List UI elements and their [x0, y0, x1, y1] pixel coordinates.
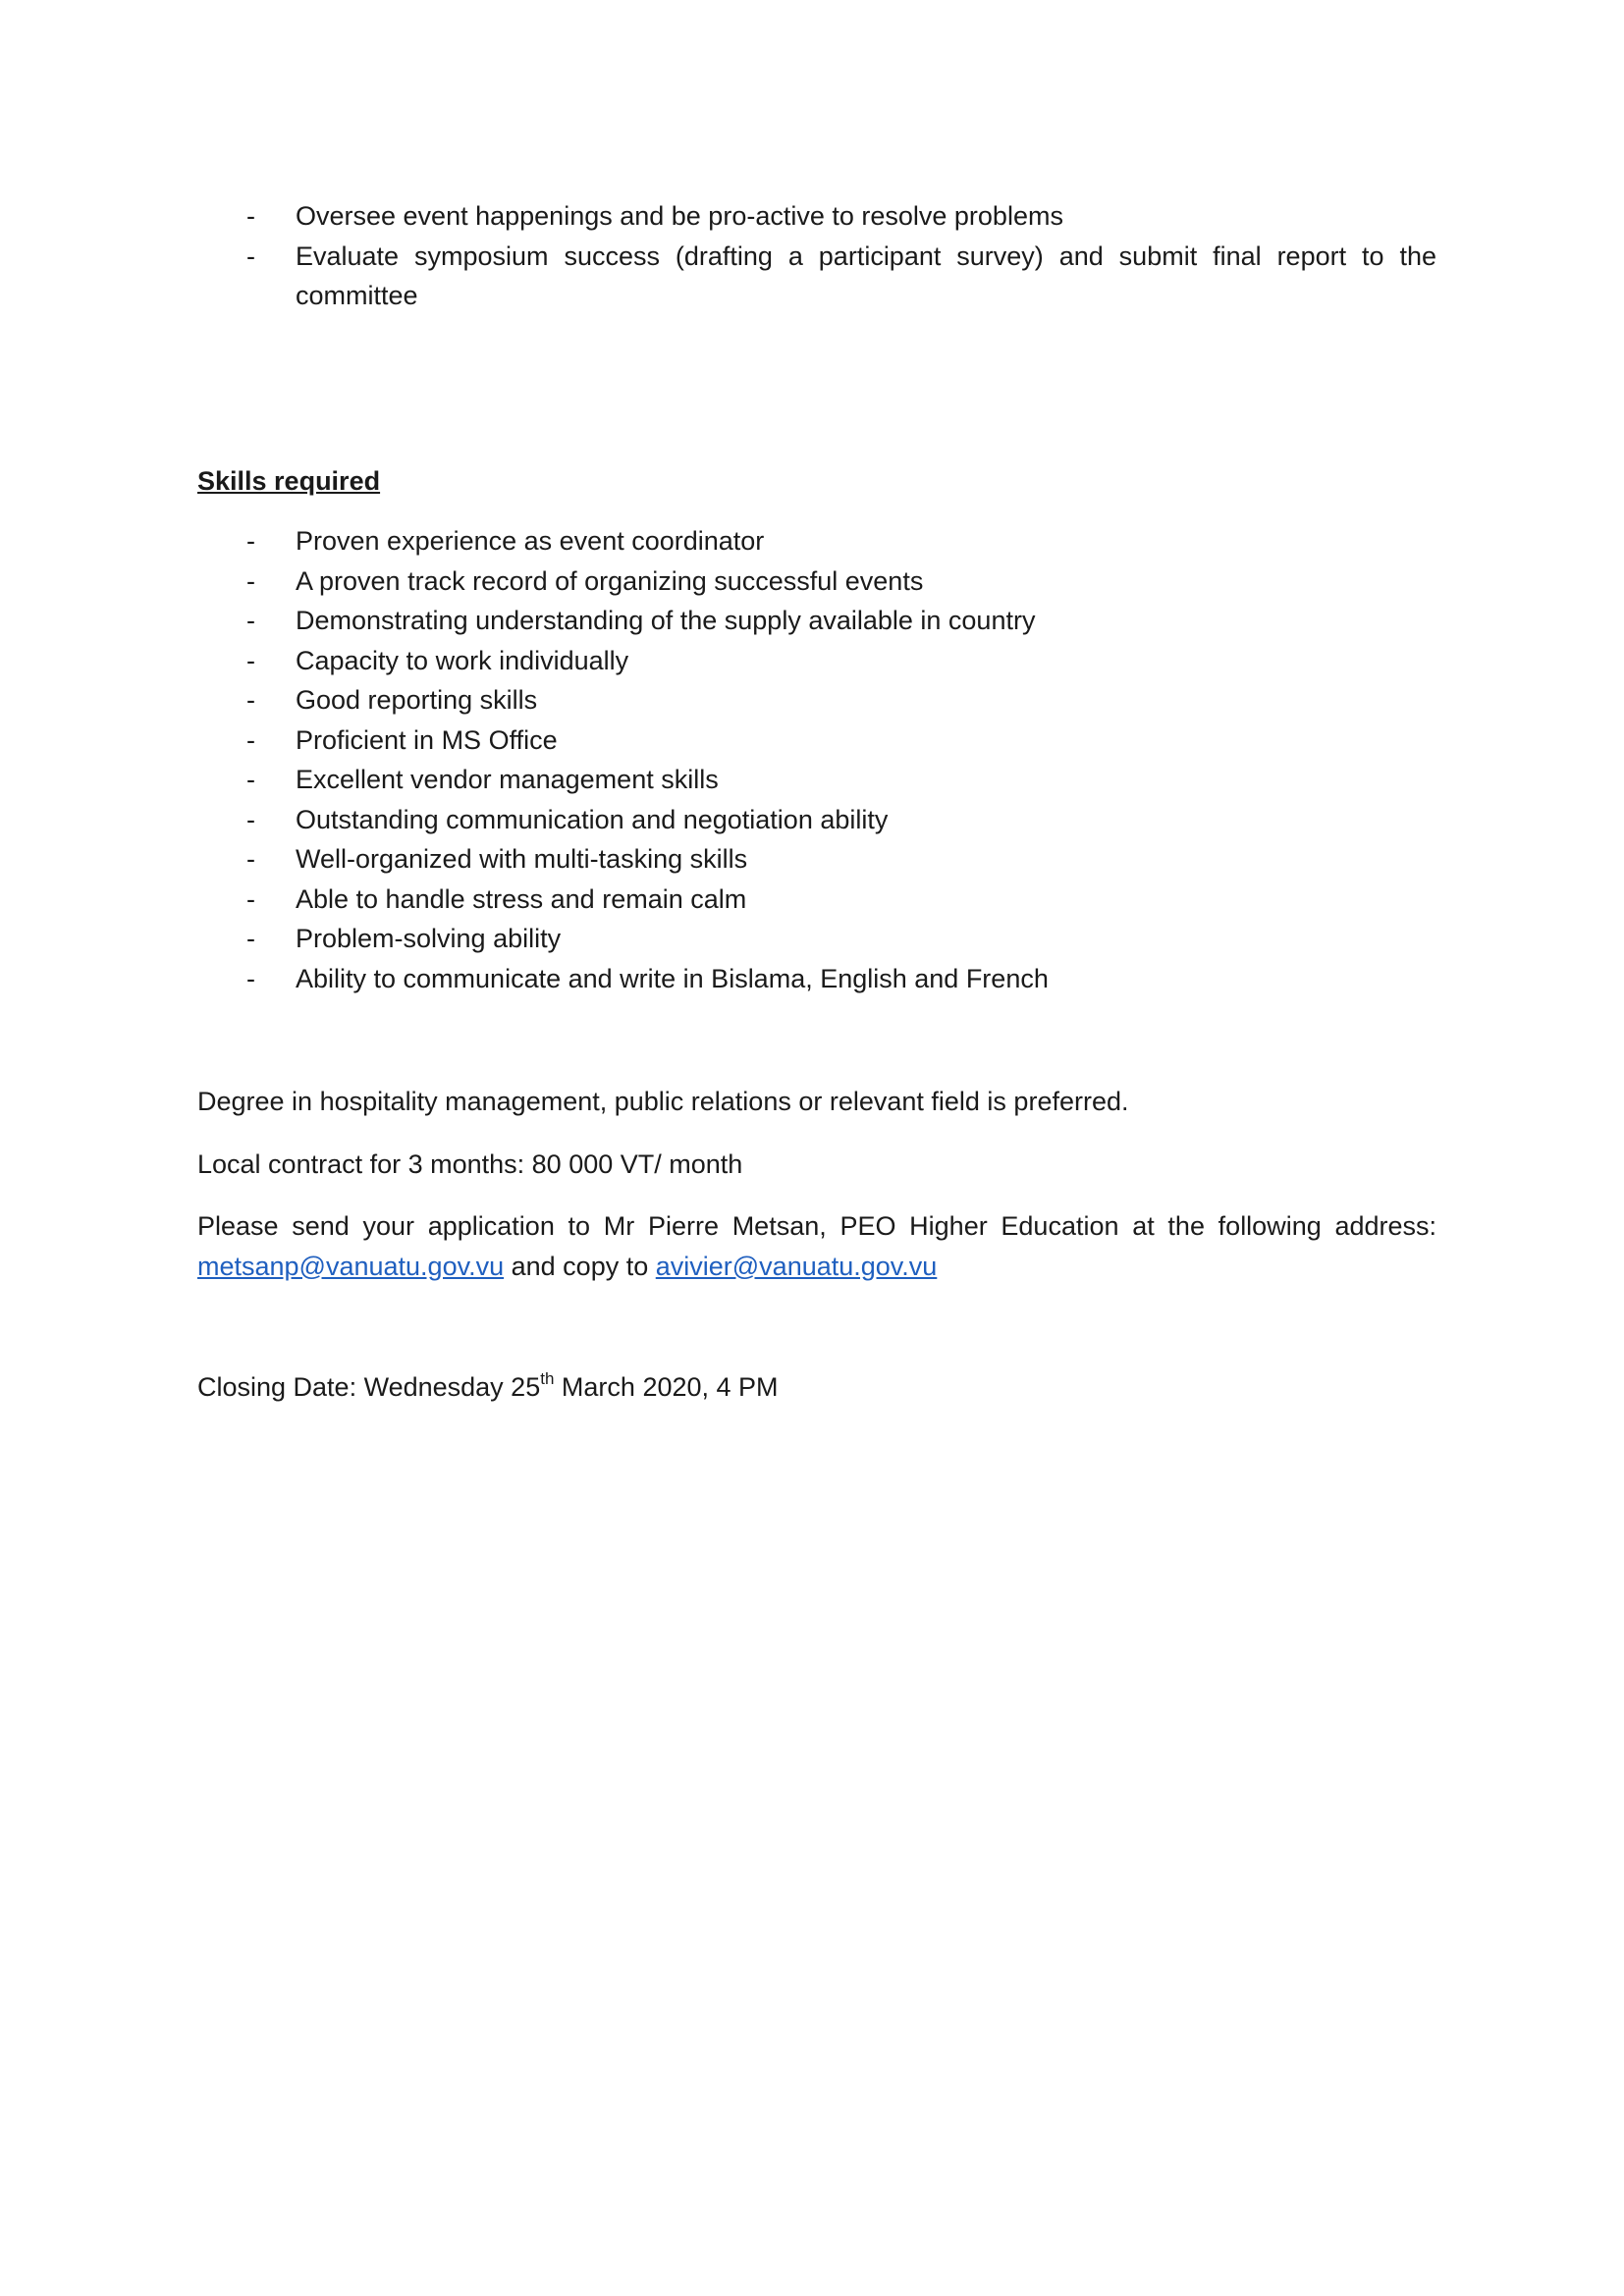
list-item: [197, 839, 1436, 880]
bullet-dash: -: [246, 924, 255, 953]
bullet-dash: -: [246, 804, 255, 834]
list-item: [197, 721, 1436, 761]
list-item-text: Able to handle stress and remain calm: [296, 883, 747, 914]
closing-date-ordinal: th: [540, 1369, 555, 1388]
copy-to-text: and copy to: [511, 1251, 649, 1281]
list-item: [197, 959, 1436, 999]
list-item-text: Well-organized with multi-tasking skills: [296, 844, 748, 874]
skills-list: [197, 521, 1436, 998]
list-item-text: Good reporting skills: [296, 685, 538, 715]
application-paragraph: [197, 1206, 1436, 1286]
list-item-text: Proven experience as event coordinator: [296, 526, 765, 556]
bullet-dash: -: [246, 765, 255, 794]
email-link-vivier[interactable]: avivier@vanuatu.gov.vu: [655, 1251, 938, 1281]
list-item: [197, 601, 1436, 641]
bullet-dash: -: [246, 201, 255, 231]
list-item: [197, 561, 1436, 602]
bullet-dash: -: [246, 606, 255, 635]
list-item-text: Demonstrating understanding of the supply available in country: [296, 606, 1036, 635]
bullet-dash: -: [246, 844, 255, 874]
list-item-text: A proven track record of organizing successful events: [296, 565, 924, 596]
list-item: [197, 800, 1436, 840]
list-item-text: Capacity to work individually: [296, 645, 629, 675]
application-text: Please send your application to Mr Pierre Metsan, PEO Higher Education at the following address:: [197, 1211, 1436, 1241]
bullet-dash: -: [246, 240, 255, 271]
list-item: [197, 919, 1436, 959]
list-item-text: Proficient in MS Office: [296, 724, 558, 755]
list-item: [197, 237, 1436, 316]
list-item: [197, 196, 1436, 237]
document-page: [197, 0, 1436, 2296]
list-item-text: Excellent vendor management skills: [296, 765, 719, 794]
list-item: [197, 680, 1436, 721]
bullet-dash: -: [246, 565, 255, 596]
responsibilities-list: [197, 196, 1436, 316]
bullet-dash: -: [246, 883, 255, 914]
bullet-dash: -: [246, 645, 255, 675]
list-item-text: Oversee event happenings and be pro-active to resolve problems: [296, 201, 1063, 231]
skills-heading: Skills required: [197, 466, 381, 496]
closing-date-prefix: Closing Date: Wednesday 25: [197, 1372, 541, 1402]
closing-date-suffix: March 2020, 4 PM: [561, 1372, 779, 1402]
bullet-dash: -: [246, 526, 255, 556]
email-link-metsan[interactable]: metsanp@vanuatu.gov.vu: [197, 1251, 505, 1281]
list-item: [197, 880, 1436, 920]
list-item: [197, 760, 1436, 800]
list-item-text: Problem-solving ability: [296, 924, 562, 953]
list-item: [197, 521, 1436, 561]
bullet-dash: -: [246, 724, 255, 755]
list-item-text: Outstanding communication and negotiation ability: [296, 804, 889, 834]
bullet-dash: -: [246, 685, 255, 715]
closing-date: [197, 1367, 1436, 1408]
list-item-text: Ability to communicate and write in Bislama, English and French: [296, 963, 1049, 993]
list-item: [197, 641, 1436, 681]
contract-paragraph: Local contract for 3 months: 80 000 VT/ month: [197, 1149, 743, 1179]
list-item-text: Evaluate symposium success (drafting a participant survey) and submit final report to the committee: [296, 240, 1436, 310]
bullet-dash: -: [246, 963, 255, 993]
degree-paragraph: Degree in hospitality management, public relations or relevant field is preferred.: [197, 1087, 1129, 1116]
